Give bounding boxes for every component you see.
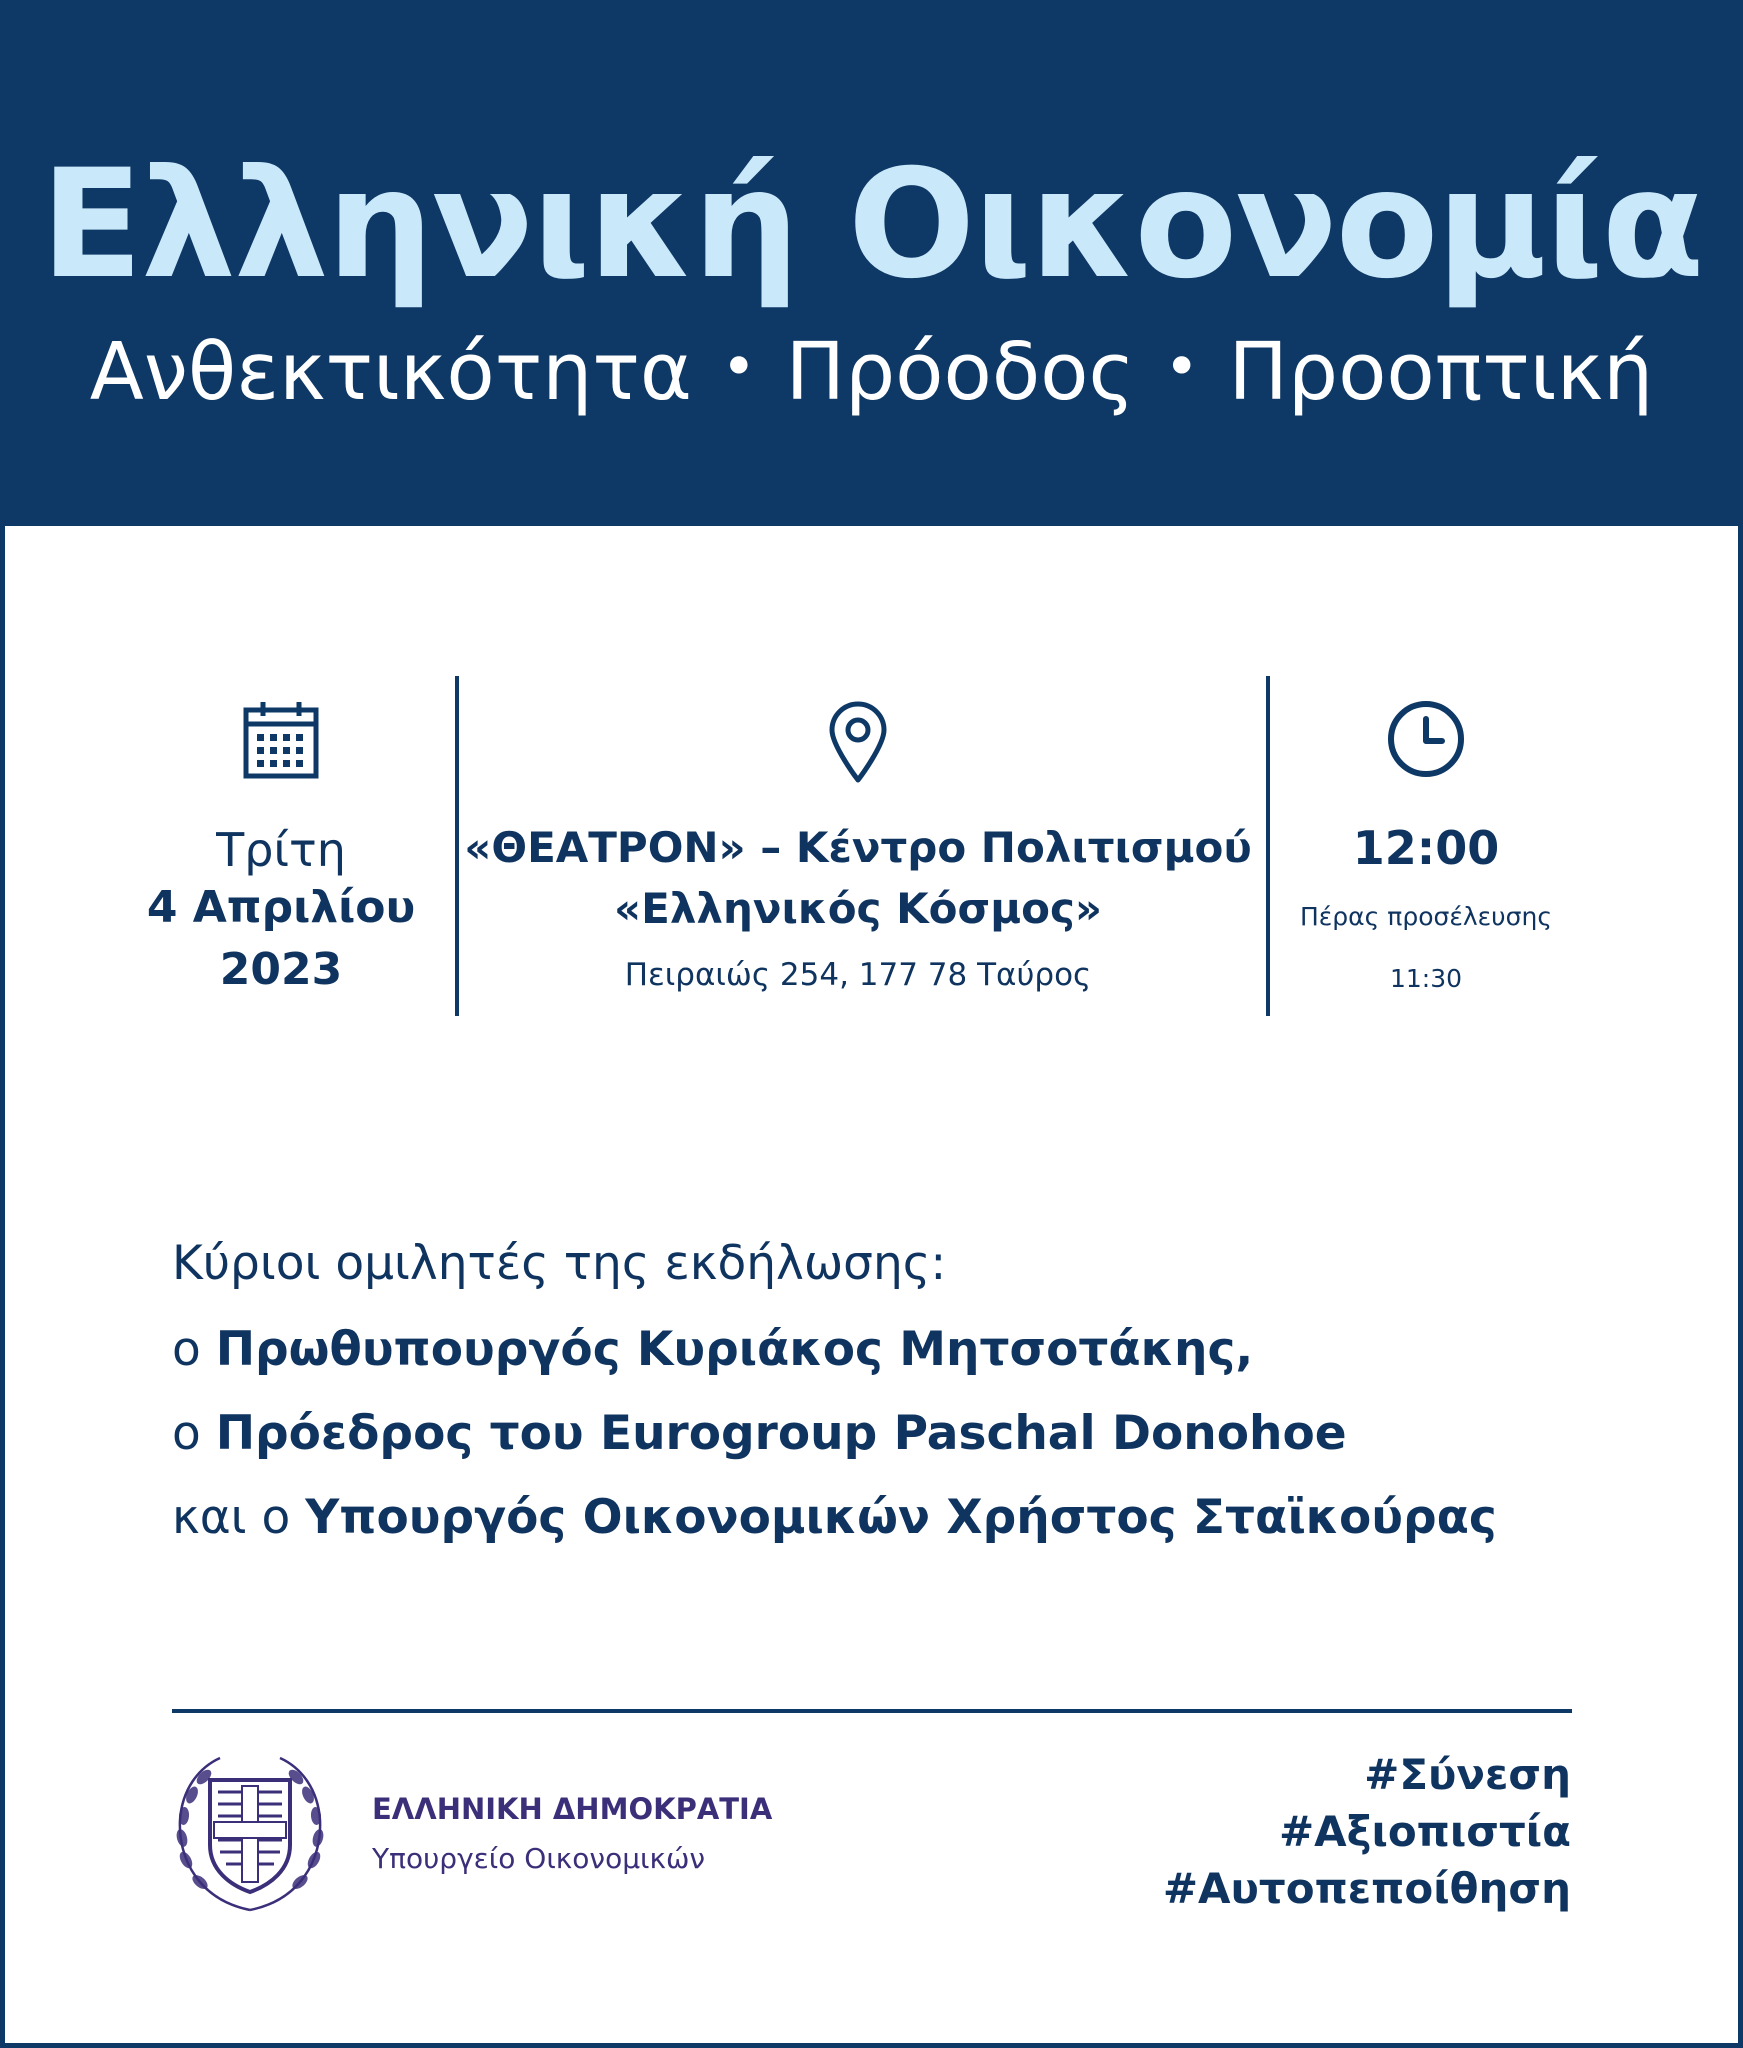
speakers-intro: Κύριοι ομιλητές της εκδήλωσης: xyxy=(172,1236,947,1291)
clock-icon xyxy=(1386,699,1466,779)
speaker-line-eurogroup xyxy=(172,1406,1347,1461)
event-date: 4 Απριλίου xyxy=(146,882,416,933)
ministry-name: Υπουργείο Οικονομικών xyxy=(372,1842,706,1875)
calendar-icon xyxy=(243,700,319,780)
speaker-prefix: και ο xyxy=(172,1490,306,1545)
venue-name: «ΘΕΑΤΡΟΝ» – Κέντρο Πολιτισμού xyxy=(464,823,1252,872)
footer-divider xyxy=(172,1709,1572,1713)
venue-address: Πειραιώς 254, 177 78 Ταύρος xyxy=(624,957,1092,993)
column-divider-right xyxy=(1266,676,1270,1016)
hashtag-prudence: #Σύνεση xyxy=(1364,1750,1571,1799)
event-start-time: 12:00 xyxy=(1352,821,1500,875)
subtitle-perspective: Προοπτική xyxy=(1228,326,1654,418)
government-name: ΕΛΛΗΝΙΚΗ ΔΗΜΟΚΡΑΤΙΑ xyxy=(372,1792,773,1826)
speaker-line-finance-minister xyxy=(172,1490,1497,1545)
event-title: Ελληνική Οικονομία xyxy=(40,138,1703,312)
arrival-time: 11:30 xyxy=(1389,964,1463,993)
event-day: Τρίτη xyxy=(216,823,346,877)
hashtag-credibility: #Αξιοπιστία xyxy=(1278,1807,1571,1856)
greek-coat-of-arms-icon xyxy=(170,1750,330,1915)
hashtag-confidence: #Αυτοπεποίθηση xyxy=(1162,1864,1571,1913)
speaker-name-pm: Πρωθυπουργός Κυριάκος Μητσοτάκης, xyxy=(215,1322,1254,1377)
header-banner xyxy=(0,0,1743,526)
location-pin-icon xyxy=(828,700,888,784)
subtitle-progress: Πρόοδος xyxy=(785,326,1135,418)
column-divider-left xyxy=(455,676,459,1016)
arrival-label: Πέρας προσέλευσης xyxy=(1300,902,1552,931)
subtitle-separator-2: • xyxy=(1164,332,1200,402)
subtitle-separator-1: • xyxy=(721,332,757,402)
event-year: 2023 xyxy=(219,944,343,995)
speaker-prefix: ο xyxy=(172,1406,216,1461)
speaker-line-pm xyxy=(172,1322,1254,1377)
venue-subtitle: «Ελληνικός Κόσμος» xyxy=(614,884,1102,933)
speaker-prefix: ο xyxy=(172,1322,216,1377)
speaker-name-eurogroup: Πρόεδρος του Eurogroup Paschal Donohoe xyxy=(215,1406,1347,1461)
speaker-name-finance-minister: Υπουργός Οικονομικών Χρήστος Σταϊκούρας xyxy=(305,1490,1497,1545)
subtitle-resilience: Ανθεκτικότητα xyxy=(89,326,692,418)
event-subtitle xyxy=(0,326,1743,418)
